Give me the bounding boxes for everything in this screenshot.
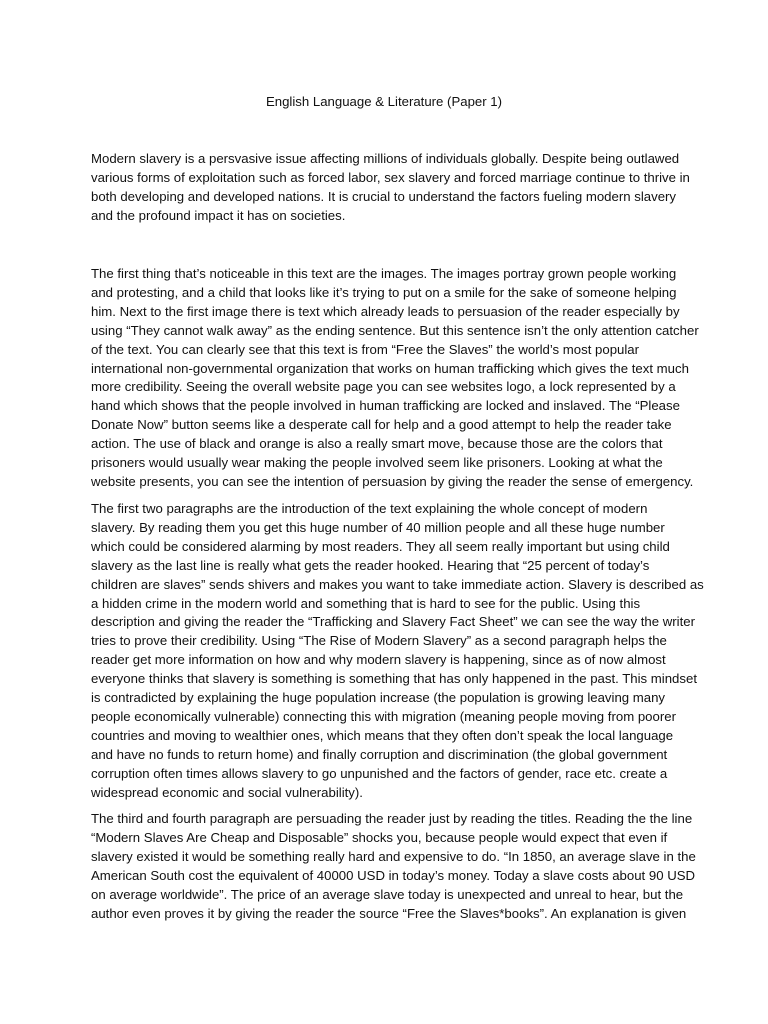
text-line: “Modern Slaves Are Cheap and Disposable” shocks you, because people would expect that even if	[91, 829, 668, 845]
text-line: slavery as the last line is really what gets the reader hooked. Hearing that “25 percent of today’s	[91, 557, 650, 573]
text-line: and have no funds to return home) and finally corruption and discrimination (the global government	[91, 746, 668, 762]
text-line: children are slaves” sends shivers and makes you want to take immediate action. Slavery is described as	[91, 576, 704, 592]
text-line: and the profound impact it has on societies.	[91, 207, 346, 223]
text-line: tries to prove their credibility. Using “The Rise of Modern Slavery” as a second paragraph helps the	[91, 633, 667, 649]
text-line: author even proves it by giving the reader the source “Free the Slaves*books”. An explanation is given	[91, 905, 687, 921]
text-line: The third and fourth paragraph are persuading the reader just by reading the titles. Reading the the line	[91, 811, 693, 826]
document-title: English Language & Literature (Paper 1)	[265, 94, 503, 109]
text-line: which could be considered alarming by most readers. They all seem really important but using child	[91, 538, 670, 554]
text-line: on average worldwide”. The price of an average slave today is unexpected and unreal to hear, but the	[91, 886, 684, 902]
text-line: action. The use of black and orange is also a really smart move, because those are the colors that	[91, 436, 663, 452]
paragraph-images-analysis	[91, 265, 699, 492]
paragraph-third-fourth-paragraphs	[91, 810, 696, 923]
text-line: widespread economic and social vulnerability).	[91, 784, 363, 800]
text-line: The first thing that’s noticeable in this text are the images. The images portray grown people working	[91, 266, 677, 281]
text-line: slavery existed it would be something really hard and expensive to do. “In 1850, an average slave in the	[91, 848, 696, 864]
text-line: prisoners would usually wear making the people involved seem like prisoners. Looking at what the	[91, 455, 663, 471]
text-line: corruption often times allows slavery to go unpunished and the factors of gender, race etc. create a	[91, 765, 668, 781]
text-line: using “They cannot walk away” as the ending sentence. But this sentence isn’t the only attention catcher	[91, 322, 699, 338]
text-line: description and giving the reader the “Trafficking and Slavery Fact Sheet” we can see the way the writer	[91, 614, 696, 630]
text-line: both developing and developed nations. It is crucial to understand the factors fueling modern slavery	[91, 188, 677, 204]
text-line: reader get more information on how and why modern slavery is happening, since as of now almost	[91, 652, 666, 668]
text-line: American South cost the equivalent of 40000 USD in today’s money. Today a slave costs about 90 USD	[91, 867, 696, 883]
text-line: Modern slavery is a persvasive issue affecting millions of individuals globally. Despite being outlawed	[91, 151, 680, 166]
text-line: countries and moving to wealthier ones, which means that they often don’t speak the local language	[91, 727, 674, 743]
text-line: is contradicted by explaining the huge population increase (the population is growing leaving many	[91, 690, 666, 706]
text-line: slavery. By reading them you get this huge number of 40 million people and all these huge number	[91, 519, 665, 535]
text-line: website presents, you can see the intention of persuasion by giving the reader the sense of emergency.	[91, 473, 694, 489]
text-line: of the text. You can clearly see that this text is from “Free the Slaves” the world’s most popular	[91, 341, 640, 357]
text-line: The first two paragraphs are the introduction of the text explaining the whole concept of modern	[91, 501, 648, 516]
text-line: international non-governmental organization that works on human trafficking which gives the text much	[91, 360, 689, 376]
paragraph-first-two-paragraphs	[91, 500, 704, 803]
text-line: people economically vulnerable) connecting this with migration (meaning people moving from poorer	[91, 708, 676, 724]
text-line: Donate Now” button seems like a desperate call for help and a good attempt to help the reader take	[91, 417, 672, 433]
text-line: various forms of exploitation such as forced labor, sex slavery and forced marriage continue to thrive in	[91, 169, 690, 185]
text-line: everyone thinks that slavery is something is something that has only happened in the past. This mindset	[91, 671, 697, 687]
text-line: more credibility. Seeing the overall website page you can see websites logo, a lock represented by a	[91, 379, 676, 395]
text-line: and protesting, and a child that looks like it’s trying to put on a smile for the sake of someone helping	[91, 284, 677, 300]
text-line: hand which shows that the people involved in human trafficking are locked and inslaved. The “Please	[91, 398, 680, 414]
paragraph-intro	[91, 150, 690, 226]
text-line: a hidden crime in the modern world and something that is hard to see for the public. Using this	[91, 595, 641, 611]
text-line: him. Next to the first image there is text which already leads to persuasion of the reader especially by	[91, 303, 680, 319]
